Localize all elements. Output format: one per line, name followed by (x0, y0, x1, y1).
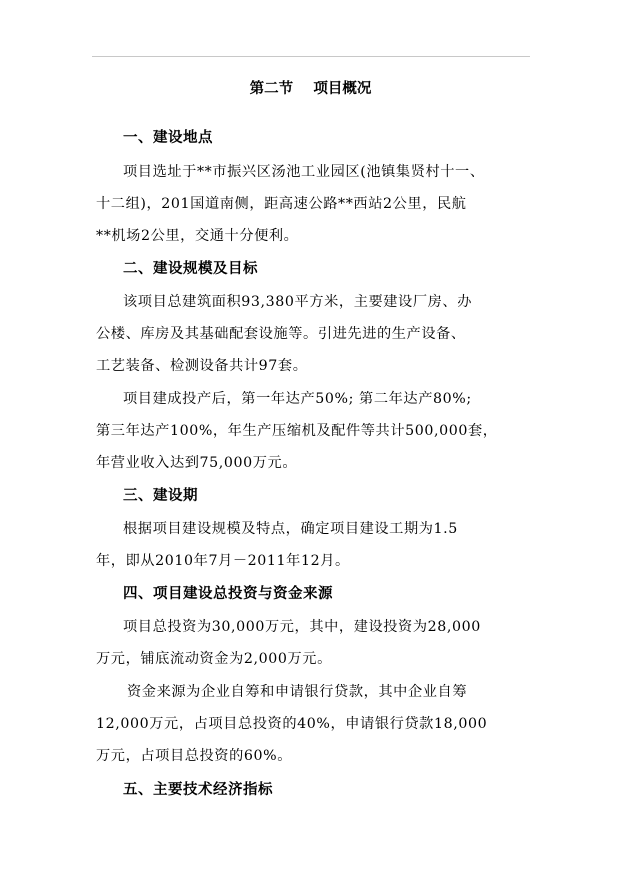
paragraph-line: **机场2公里，交通十分便利。 (96, 228, 299, 244)
paragraph-line: 资金来源为企业自筹和申请银行贷款，其中企业自筹 (127, 684, 468, 700)
heading-investment-and-funding: 四、项目建设总投资与资金来源 (123, 586, 333, 602)
paragraph-line: 公楼、库房及其基础配套设施等。引进先进的生产设备、 (96, 326, 466, 342)
paragraph-line: 12,000万元，占项目总投资的40%，申请银行贷款18,000 (96, 716, 488, 732)
heading-scale-and-goals: 二、建设规模及目标 (123, 261, 258, 277)
paragraph-line: 该项目总建筑面积93,380平方米，主要建设厂房、办 (123, 294, 472, 310)
paragraph-line: 万元，铺底流动资金为2,000万元。 (96, 651, 332, 667)
paragraph-line: 项目建成投产后，第一年达产50%; 第二年达产80%; (123, 391, 472, 407)
paragraph-line: 十二组)，201国道南侧，距高速公路**西站2公里，民航 (96, 196, 467, 212)
heading-key-indicators: 五、主要技术经济指标 (123, 782, 273, 798)
heading-construction-period: 三、建设期 (123, 488, 198, 504)
paragraph-line: 项目总投资为30,000万元，其中，建设投资为28,000 (123, 619, 481, 635)
page-header-rule (92, 56, 530, 57)
paragraph-line: 项目选址于**市振兴区汤池工业园区(池镇集贤村十一、 (123, 164, 485, 180)
paragraph-line: 根据项目建设规模及特点，确定项目建设工期为1.5 (123, 521, 458, 537)
paragraph-line: 年营业收入达到75,000万元。 (96, 455, 298, 471)
paragraph-line: 万元，占项目总投资的60%。 (96, 748, 292, 764)
paragraph-line: 工艺装备、检测设备共计97套。 (96, 358, 308, 374)
section-title: 第二节 项目概况 (249, 81, 372, 97)
heading-construction-site: 一、建设地点 (123, 130, 213, 146)
paragraph-line: 第三年达产100%，年生产压缩机及配件等共计500,000套， (96, 423, 498, 439)
paragraph-line: 年，即从2010年7月－2011年12月。 (96, 553, 350, 569)
